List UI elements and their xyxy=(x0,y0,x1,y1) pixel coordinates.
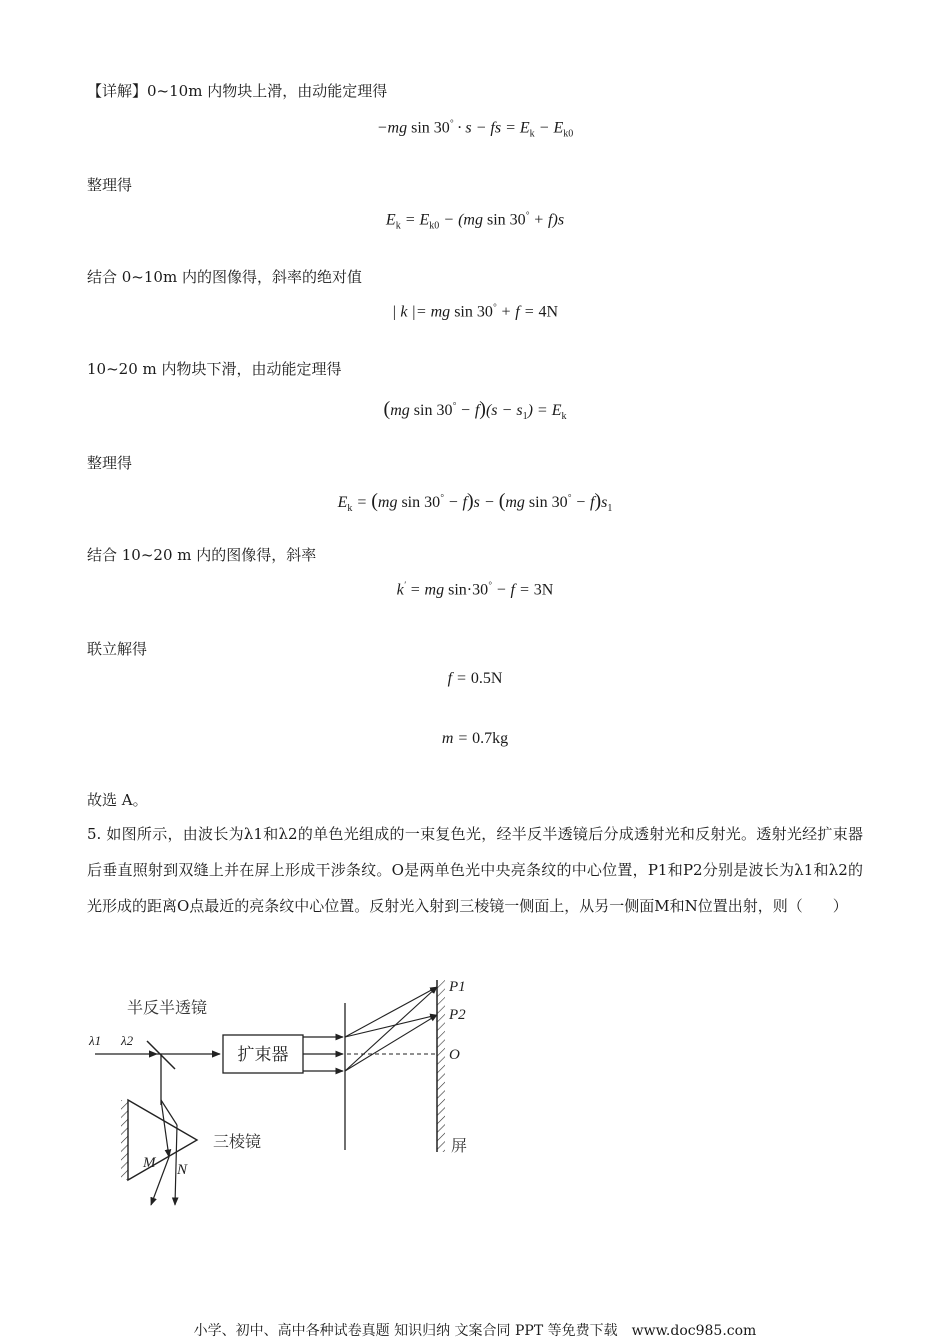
label-P1: P1 xyxy=(449,979,466,995)
question-5-text: 5. 如图所示，由波长为λ1和λ2的单色光组成的一束复色光，经半反半透镜后分成透射光和反射光。透射光经扩束器后垂直照射到双缝上并在屏上形成干涉条纹。O是两单色光中央亮条纹的中心位置，P1和P2分别是波长为λ1和λ2的光形成的距离O点最近的亮条纹中心位置。反射光入射到三棱镜一侧面上，从另一侧面M和N位置出射，则（ ） xyxy=(87,825,863,915)
solution-step-4: 10~20 m 内物块下滑，由动能定理得 xyxy=(87,360,342,378)
solution-step-6: 结合 10~20 m 内的图像得，斜率 xyxy=(87,546,317,564)
equation-2: $E_k = E_{k0} - (mg$ sin 30° + f)s xyxy=(385,210,565,232)
page-footer: 小学、初中、高中各种试卷真题 知识归纳 文案合同 PPT 等免费下载 www.doc985.com xyxy=(193,1323,757,1339)
prism-wall-hatch xyxy=(121,1100,128,1180)
equation-4: (mg $\sin 30^\circ - f)(s - s_1) = E_k$ xyxy=(383,398,567,423)
equation-5: $E_k = (mg$ sin 30° − f)s − (mg $\sin 30^\circ - f)s_1$ xyxy=(337,490,613,515)
label-M: M xyxy=(143,1155,156,1171)
label-half-mirror: 半反半透镜 xyxy=(127,998,208,1017)
solution-step-5: 整理得 xyxy=(87,454,133,472)
equation-8: m = 0.7kg xyxy=(441,730,509,747)
label-prism: 三棱镜 xyxy=(213,1132,262,1151)
solution-step-2: 整理得 xyxy=(87,176,133,194)
solution-step-3: 结合 0~10m 内的图像得，斜率的绝对值 xyxy=(87,268,362,286)
equation-1: −mg sin 30° · s − fs = $E_k - E_{k0}$ xyxy=(376,118,574,140)
label-lambda2: λ2 xyxy=(121,1033,134,1048)
label-expander: 扩束器 xyxy=(237,1045,289,1065)
equation-3: | k |= mg sin 30° + f = 4N xyxy=(391,302,559,321)
equation-6: k′ = mg sin·30° − f = 3N xyxy=(396,580,554,599)
label-O: O xyxy=(449,1047,460,1063)
label-P2: P2 xyxy=(449,1007,466,1023)
optics-diagram xyxy=(85,975,505,1215)
solution-intro: 【详解】0~10m 内物块上滑，由动能定理得 xyxy=(87,82,388,100)
answer-line: 故选 A。 xyxy=(87,791,148,809)
equation-7: f = 0.5N xyxy=(447,670,503,687)
solution-step-7: 联立解得 xyxy=(87,640,148,658)
label-screen: 屏 xyxy=(451,1136,468,1155)
label-lambda1: λ1 xyxy=(89,1033,102,1048)
screen-hatch xyxy=(437,980,445,1152)
label-N: N xyxy=(177,1162,188,1178)
